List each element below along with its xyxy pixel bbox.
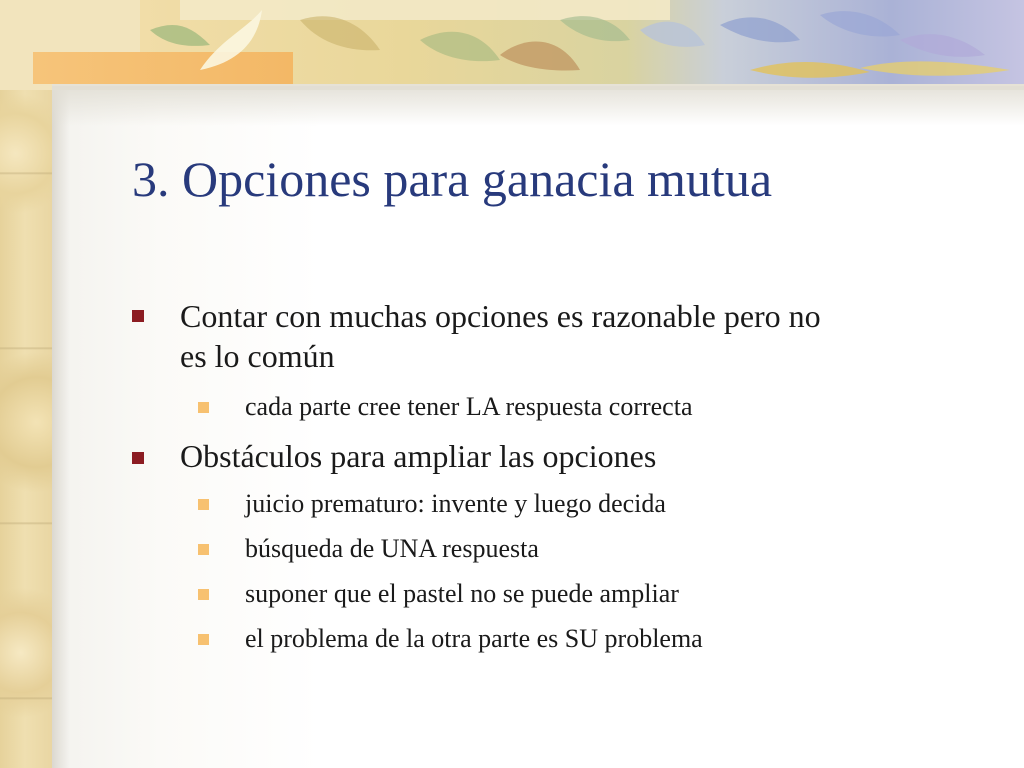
- bullet-marker-level2: [198, 499, 209, 510]
- bullet-marker-level2: [198, 402, 209, 413]
- subbullet-text-1-1: cada parte cree tener LA respuesta correcta: [245, 392, 693, 421]
- slide-title: 3. Opciones para ganacia mutua: [132, 151, 773, 207]
- subbullet-text-2-4: el problema de la otra parte es SU problema: [245, 624, 703, 653]
- bullet-text-2-line1: Obstáculos para ampliar las opciones: [180, 438, 657, 474]
- bullet-text-1-line1: Contar con muchas opciones es razonable pero no: [180, 298, 821, 334]
- bullet-text-1-line2: es lo común: [180, 338, 335, 374]
- bullet-marker-level2: [198, 544, 209, 555]
- bullet-marker-level1: [132, 310, 144, 322]
- bullet-marker-level1: [132, 452, 144, 464]
- bullet-marker-level2: [198, 634, 209, 645]
- subbullet-text-2-3: suponer que el pastel no se puede ampliar: [245, 579, 679, 608]
- bullet-marker-level2: [198, 589, 209, 600]
- subbullet-text-2-1: juicio prematuro: invente y luego decida: [245, 489, 666, 518]
- subbullet-text-2-2: búsqueda de UNA respuesta: [245, 534, 539, 563]
